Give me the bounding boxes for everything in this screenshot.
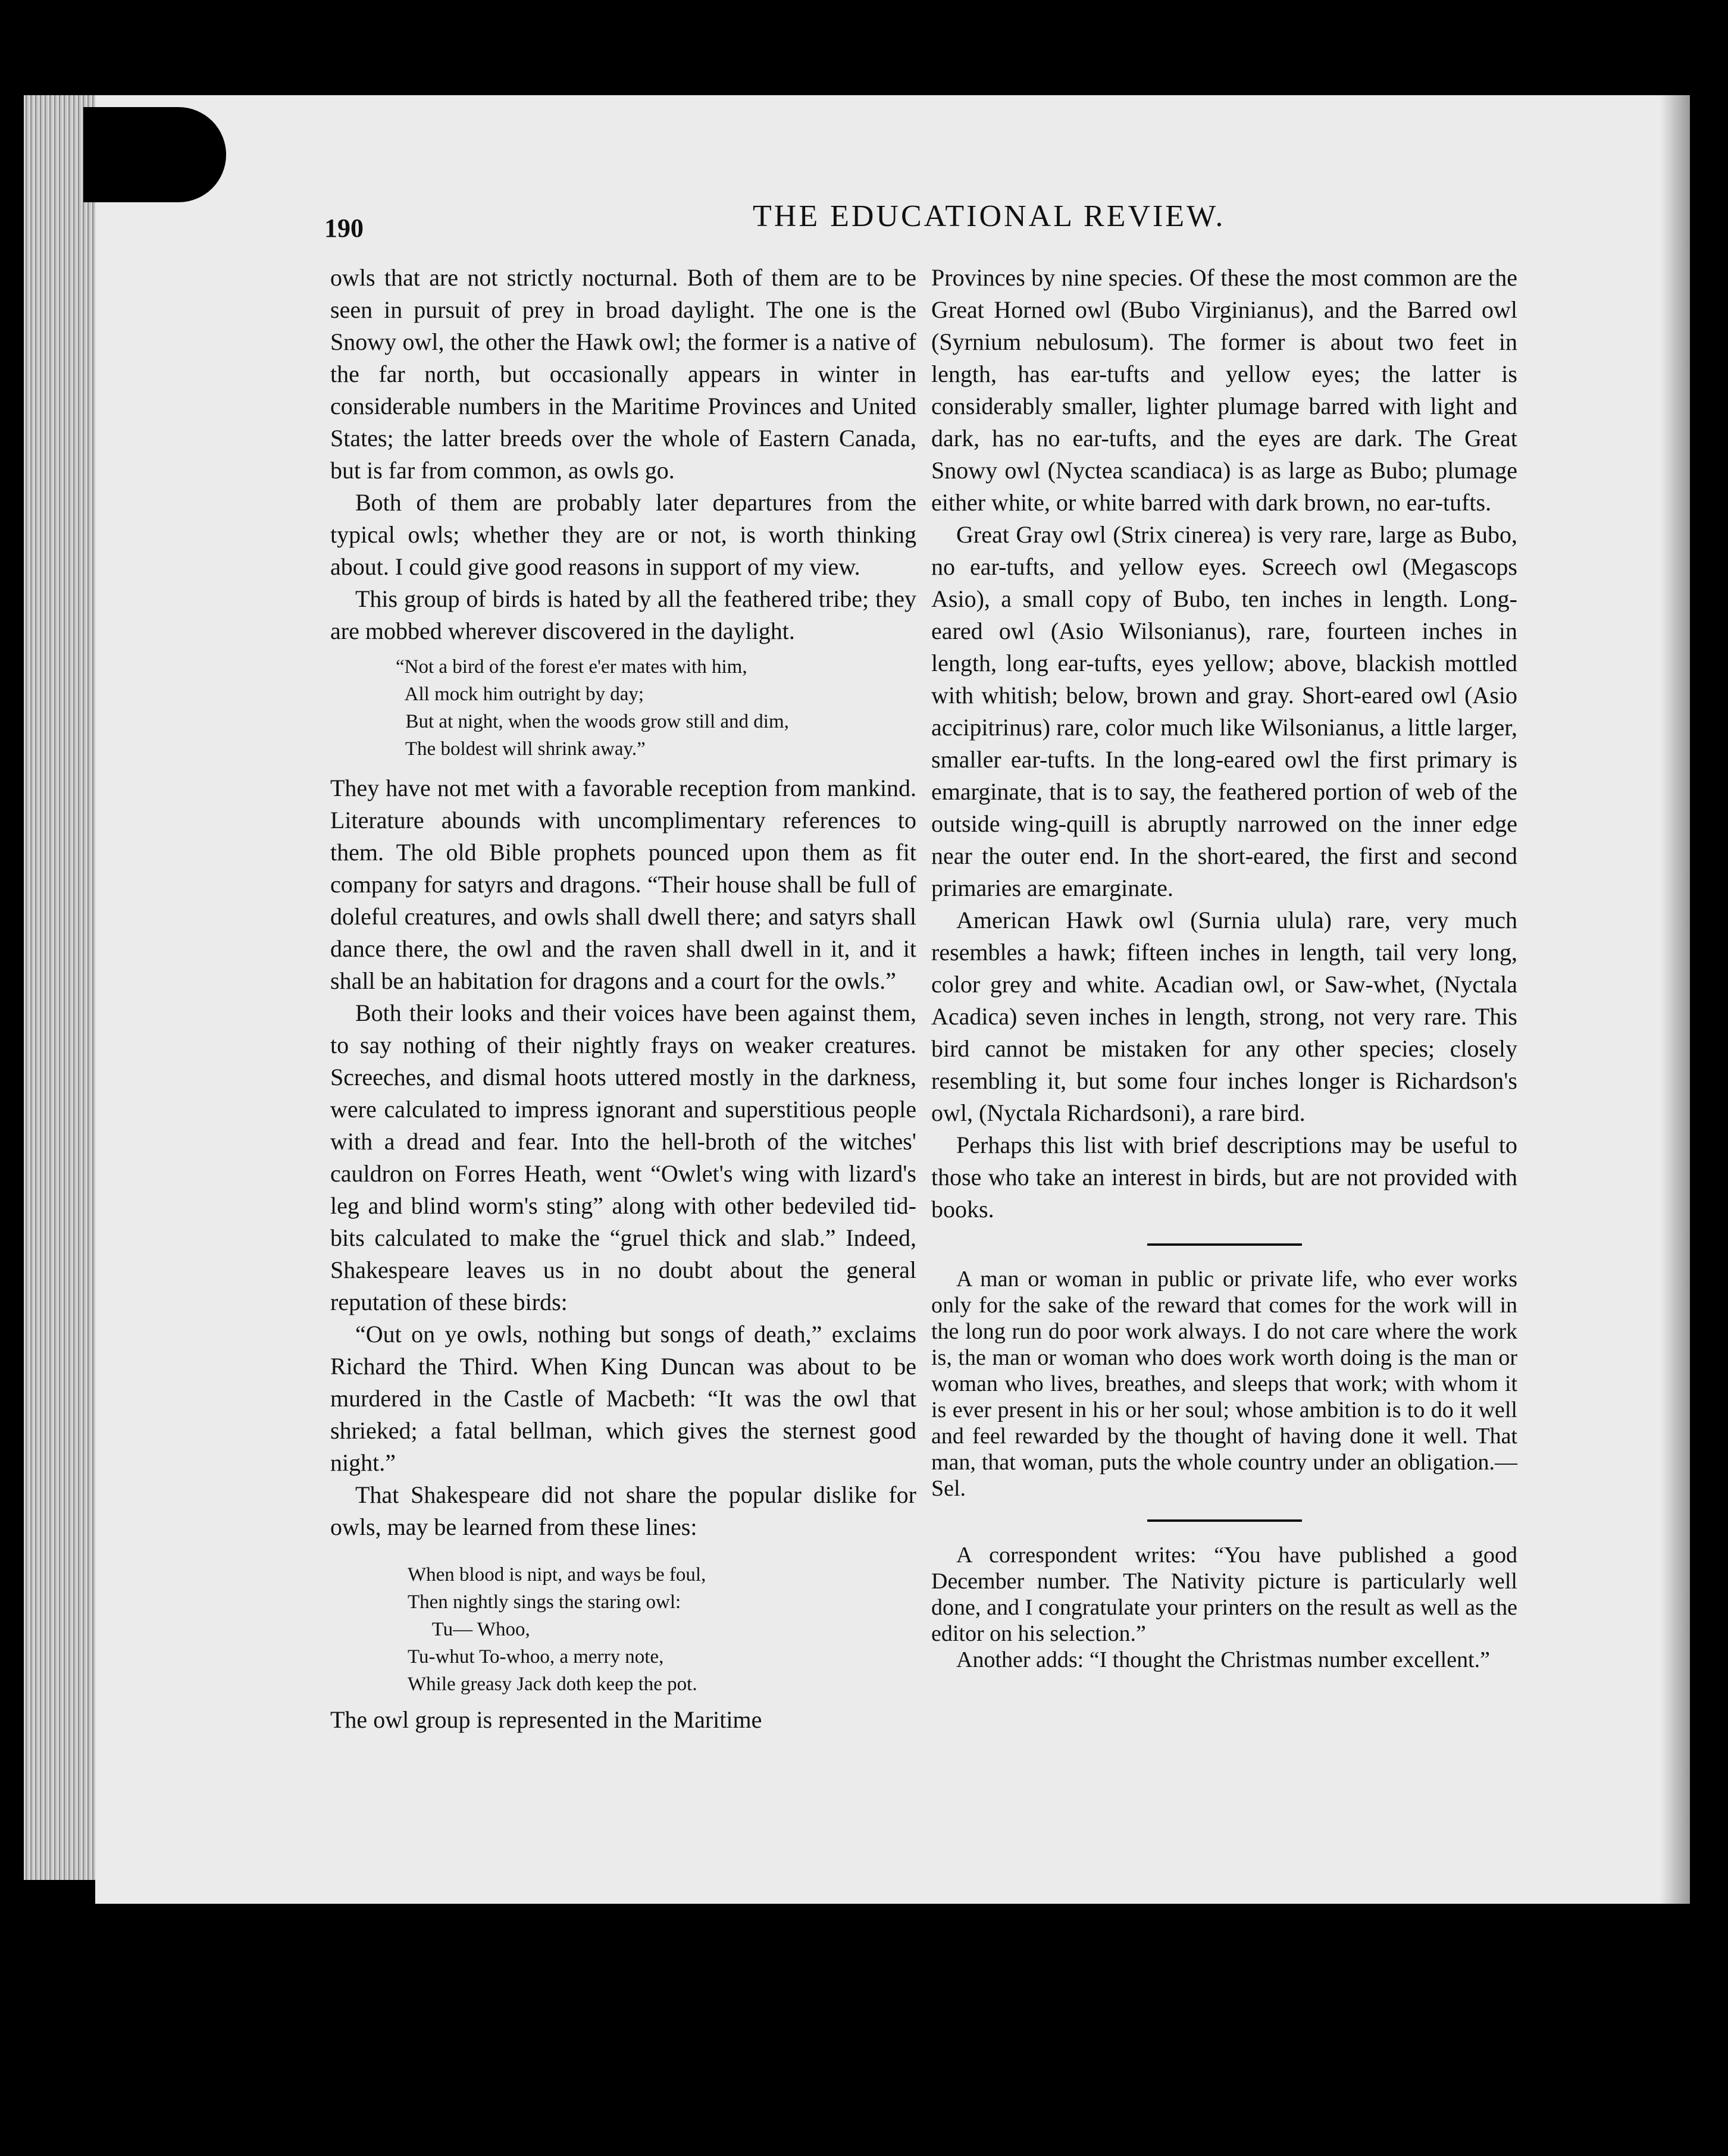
right-column	[931, 262, 1517, 1673]
running-title: THE EDUCATIONAL REVIEW.	[753, 199, 1226, 233]
page-header	[324, 190, 1571, 244]
paragraph: Both of them are probably later departures from the typical owls; whether they are or not, is worth thinking about. I could give good reasons in support of my view.	[330, 489, 916, 580]
verse-line: The boldest will shrink away.”	[396, 738, 646, 760]
paragraph: The owl group is represented in the Maritime	[330, 1706, 762, 1733]
paragraph: Great Gray owl (Strix cinerea) is very rare, large as Bubo, no ear-tufts, and yellow eyes. Screech owl (Megascops Asio), a small copy of Bubo, ten inches in length. Long-eared owl (Asio Wilsonianus), rare, fourteen inches in length, long ear-tufts, eyes yellow; above, blackish mottled with whitish; below, brown and gray. Short-eared owl (Asio accipitrinus) rare, color much like Wilsonianus, a little larger, smaller ear-tufts. In the long-eared owl the first primary is emarginate, that is to say, the feathered portion of web of the outside wing-quill is abruptly narrowed on the inner edge near the outer end. In the short-eared, the first and second primaries are emarginate.	[931, 521, 1517, 901]
verse-line: But at night, when the woods grow still and dim,	[396, 711, 789, 732]
page-number: 190	[324, 214, 364, 243]
paragraph: Provinces by nine species. Of these the most common are the Great Horned owl (Bubo Virginianus), and the Barred owl (Syrnium nebulosum). The former is about two feet in length, has ear-tufts and yellow eyes; the latter is considerably smaller, lighter plumage barred with light and dark, has no ear-tufts, and the eyes are dark. The Great Snowy owl (Nyctea scandiaca) is as large as Bubo; plumage either white, or white barred with dark brown, no ear-tufts.	[931, 264, 1517, 516]
page-gutter-shadow	[1660, 95, 1690, 1904]
paragraph: “Out on ye owls, nothing but songs of death,” exclaims Richard the Third. When King Duncan was about to be murdered in the Castle of Macbeth: “It was the owl that shrieked; a fatal bellman, which gives the sternest good night.”	[330, 1321, 916, 1476]
binding-clip	[83, 107, 226, 202]
verse-line: When blood is nipt, and ways be foul,	[408, 1564, 706, 1585]
paragraph: owls that are not strictly nocturnal. Both of them are to be seen in pursuit of prey in broad daylight. The one is the Snowy owl, the other the Hawk owl; the former is a native of the far north, but occasionally appears in winter in considerable numbers in the Maritime Provinces and United States; the latter breeds over the whole of Eastern Canada, but is far from common, as owls go.	[330, 264, 916, 484]
verse-line: “Not a bird of the forest e'er mates with him,	[396, 656, 747, 678]
paragraph: A correspondent writes: “You have published a good December number. The Nativity picture is particularly well done, and I congratulate your printers on the result as well as the editor on his selection.”	[931, 1543, 1517, 1646]
verse-line: While greasy Jack doth keep the pot.	[408, 1674, 697, 1695]
verse-line: Tu— Whoo,	[408, 1619, 530, 1640]
paragraph: This group of birds is hated by all the feathered tribe; they are mobbed wherever discovered in the daylight.	[330, 585, 916, 644]
section-divider	[1147, 1243, 1302, 1246]
paragraph: A man or woman in public or private life, who ever works only for the sake of the reward that comes for the work will in the long run do poor work always. I do not care where the work is, the man or woman who does work worth doing is the man or woman who lives, breathes, and sleeps that work; with whom it is ever present in his or her soul; whose ambition is to do it well and feel rewarded by the thought of having done it well. That man, that woman, puts the whole country under an obligation.—Sel.	[931, 1267, 1517, 1501]
paragraph: That Shakespeare did not share the popular dislike for owls, may be learned from these lines:	[330, 1481, 916, 1540]
paragraph: Perhaps this list with brief descriptions may be useful to those who take an interest in birds, but are not provided with books.	[931, 1132, 1517, 1223]
section-divider	[1147, 1519, 1302, 1522]
paragraph: American Hawk owl (Surnia ulula) rare, very much resembles a hawk; fifteen inches in length, tail very long, color grey and white. Acadian owl, or Saw-whet, (Nyctala Acadica) seven inches in length, strong, not very rare. This bird cannot be mistaken for any other species; closely resembling it, but some four inches longer is Richardson's owl, (Nyctala Richardsoni), a rare bird.	[931, 907, 1517, 1126]
verse-line: Tu-whut To-whoo, a merry note,	[408, 1646, 664, 1668]
shakespeare-song	[408, 1561, 916, 1698]
book-page-edges	[24, 95, 95, 1880]
paragraph: Another adds: “I thought the Christmas number excellent.”	[956, 1647, 1490, 1672]
verse-line: All mock him outright by day;	[396, 684, 644, 705]
left-column	[330, 262, 916, 1736]
verse-line: Then nightly sings the staring owl:	[408, 1591, 681, 1613]
paragraph: Both their looks and their voices have been against them, to say nothing of their nightly frays on weaker creatures. Screeches, and dismal hoots uttered mostly in the darkness, were calculated to impress ignorant and superstitious people with a dread and fear. Into the hell-broth of the witches' cauldron on Forres Heath, went “Owlet's wing with lizard's leg and blind worm's sting” along with other bedeviled tid-bits calculated to make the “gruel thick and slab.” Indeed, Shakespeare leaves us in no doubt about the general reputation of these birds:	[330, 999, 916, 1315]
quoted-verse	[396, 653, 916, 763]
paragraph: They have not met with a favorable reception from mankind. Literature abounds with uncomplimentary references to them. The old Bible prophets pounced upon them as fit company for satyrs and dragons. “Their house shall be full of doleful creatures, and owls shall dwell there; and satyrs shall dance there, the owl and the raven shall dwell in it, and it shall be an habitation for dragons and a court for the owls.”	[330, 775, 916, 994]
